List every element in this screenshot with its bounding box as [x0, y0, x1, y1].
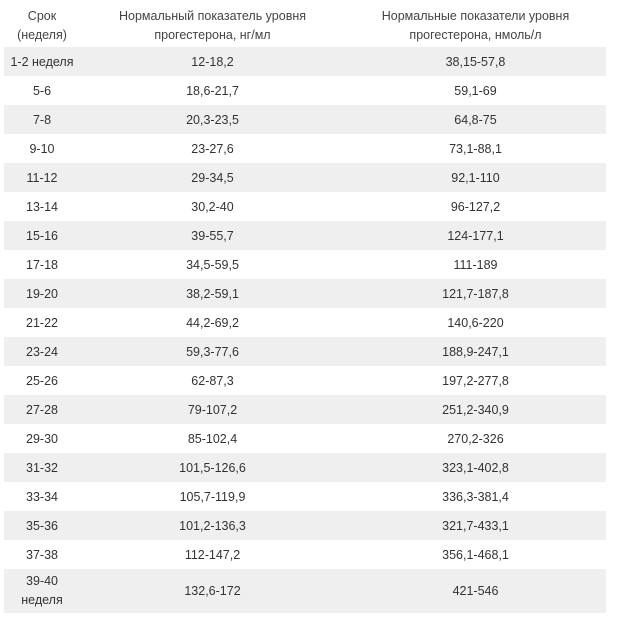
table-row [4, 163, 606, 192]
cell-nmol-l: 321,7-433,1 [345, 511, 606, 540]
table-row [4, 569, 606, 613]
table-row [4, 337, 606, 366]
table-row [4, 366, 606, 395]
cell-term: 17-18 [4, 250, 80, 279]
table-row [4, 47, 606, 76]
cell-nmol-l: 356,1-468,1 [345, 540, 606, 569]
cell-ng-ml: 62-87,3 [80, 366, 345, 395]
header-term: Срок (неделя) [17, 8, 67, 42]
cell-term: 13-14 [4, 192, 80, 221]
header-nmol-l: Нормальные показатели уровня прогестерона, нмоль/л [381, 8, 570, 42]
cell-nmol-l: 73,1-88,1 [345, 134, 606, 163]
cell-term: 5-6 [4, 76, 80, 105]
cell-nmol-l: 421-546 [345, 569, 606, 613]
progesterone-table [4, 4, 606, 613]
cell-term: 9-10 [4, 134, 80, 163]
table-body [4, 47, 606, 613]
cell-ng-ml: 30,2-40 [80, 192, 345, 221]
table-row [4, 424, 606, 453]
cell-term: 21-22 [4, 308, 80, 337]
cell-ng-ml: 101,5-126,6 [80, 453, 345, 482]
cell-ng-ml: 105,7-119,9 [80, 482, 345, 511]
cell-nmol-l: 92,1-110 [345, 163, 606, 192]
cell-ng-ml: 44,2-69,2 [80, 308, 345, 337]
cell-nmol-l: 270,2-326 [345, 424, 606, 453]
table-row [4, 453, 606, 482]
cell-ng-ml: 85-102,4 [80, 424, 345, 453]
cell-ng-ml: 39-55,7 [80, 221, 345, 250]
cell-term: 31-32 [4, 453, 80, 482]
cell-ng-ml: 79-107,2 [80, 395, 345, 424]
cell-term: 15-16 [4, 221, 80, 250]
cell-ng-ml: 38,2-59,1 [80, 279, 345, 308]
cell-ng-ml: 20,3-23,5 [80, 105, 345, 134]
cell-term: 25-26 [4, 366, 80, 395]
cell-nmol-l: 188,9-247,1 [345, 337, 606, 366]
table-row [4, 192, 606, 221]
cell-term: 23-24 [4, 337, 80, 366]
cell-term: 7-8 [4, 105, 80, 134]
cell-nmol-l: 64,8-75 [345, 105, 606, 134]
cell-nmol-l: 59,1-69 [345, 76, 606, 105]
table-row [4, 250, 606, 279]
table-row [4, 540, 606, 569]
header-ng-ml: Нормальный показатель уровня прогестерона, нг/мл [118, 8, 307, 42]
cell-ng-ml: 12-18,2 [80, 47, 345, 76]
table-row [4, 76, 606, 105]
table-row [4, 511, 606, 540]
cell-ng-ml: 59,3-77,6 [80, 337, 345, 366]
cell-ng-ml: 23-27,6 [80, 134, 345, 163]
table-row [4, 279, 606, 308]
cell-term: 27-28 [4, 395, 80, 424]
cell-nmol-l: 38,15-57,8 [345, 47, 606, 76]
cell-term: 11-12 [4, 163, 80, 192]
cell-nmol-l: 124-177,1 [345, 221, 606, 250]
cell-ng-ml: 132,6-172 [80, 569, 345, 613]
cell-term: 37-38 [4, 540, 80, 569]
cell-nmol-l: 121,7-187,8 [345, 279, 606, 308]
cell-nmol-l: 323,1-402,8 [345, 453, 606, 482]
header-row [4, 4, 606, 47]
cell-nmol-l: 336,3-381,4 [345, 482, 606, 511]
cell-nmol-l: 96-127,2 [345, 192, 606, 221]
cell-ng-ml: 112-147,2 [80, 540, 345, 569]
cell-term: 39-40 неделя [4, 569, 80, 613]
cell-nmol-l: 111-189 [345, 250, 606, 279]
cell-term: 1-2 неделя [4, 47, 80, 76]
table-row [4, 221, 606, 250]
table-header [4, 4, 606, 47]
cell-nmol-l: 140,6-220 [345, 308, 606, 337]
cell-nmol-l: 251,2-340,9 [345, 395, 606, 424]
cell-term: 35-36 [4, 511, 80, 540]
cell-term: 33-34 [4, 482, 80, 511]
cell-nmol-l: 197,2-277,8 [345, 366, 606, 395]
cell-term: 29-30 [4, 424, 80, 453]
cell-ng-ml: 34,5-59,5 [80, 250, 345, 279]
cell-ng-ml: 18,6-21,7 [80, 76, 345, 105]
table-row [4, 482, 606, 511]
table-row [4, 105, 606, 134]
cell-term: 19-20 [4, 279, 80, 308]
table-row [4, 308, 606, 337]
cell-ng-ml: 101,2-136,3 [80, 511, 345, 540]
table-row [4, 134, 606, 163]
table-row [4, 395, 606, 424]
cell-ng-ml: 29-34,5 [80, 163, 345, 192]
